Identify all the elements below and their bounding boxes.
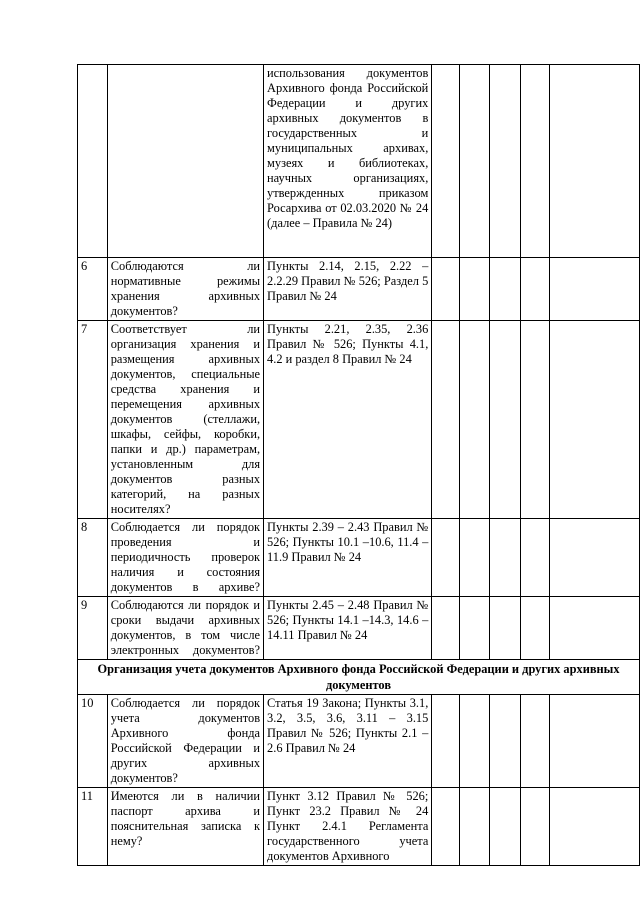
answer-cell — [432, 597, 459, 660]
answer-cell — [490, 788, 520, 866]
answer-cell — [432, 258, 459, 321]
table-row — [78, 65, 640, 258]
answer-cell — [490, 321, 520, 519]
reference-cell: Пункты 2.45 – 2.48 Правил № 526; Пункты 14.1 –14.3, 14.6 – 14.11 Правил № 24 — [264, 597, 432, 660]
reference-cell: Пункт 3.12 Правил № 526; Пункт 23.2 Правил № 24 Пункт 2.4.1 Регламента государственного учета документов Архивного — [264, 788, 432, 866]
answer-cell — [520, 519, 549, 597]
question-cell: Соблюдаются ли нормативные режимы хранения архивных документов? — [107, 258, 263, 321]
question-cell: Соблюдается ли порядок учета документов Архивного фонда Российской Федерации и других архивных документов? — [107, 695, 263, 788]
row-number: 8 — [78, 519, 108, 597]
question-cell: Соответствует ли организация хранения и размещения архивных документов, специальные средства хранения и перемещения архивных документов (стеллажи, шкафы, сейфы, коробки, папки и др.) параметрам, установленным для документов разных категорий, на разных носителях? — [107, 321, 263, 519]
section-heading: Организация учета документов Архивного фонда Российской Федерации и других архивных документов — [78, 660, 640, 695]
answer-cell — [459, 321, 489, 519]
answer-cell — [432, 65, 459, 258]
table-row — [78, 788, 640, 866]
note-cell — [550, 597, 640, 660]
table-row — [78, 321, 640, 519]
answer-cell — [490, 258, 520, 321]
answer-cell — [490, 65, 520, 258]
reference-cell: Пункты 2.21, 2.35, 2.36 Правил № 526; Пункты 4.1, 4.2 и раздел 8 Правил № 24 — [264, 321, 432, 519]
reference-cell: Пункты 2.14, 2.15, 2.22 – 2.2.29 Правил № 526; Раздел 5 Правил № 24 — [264, 258, 432, 321]
question-cell — [107, 65, 263, 258]
row-number: 9 — [78, 597, 108, 660]
answer-cell — [520, 695, 549, 788]
answer-cell — [520, 65, 549, 258]
question-cell: Имеются ли в наличии паспорт архива и пояснительная записка к нему? — [107, 788, 263, 866]
row-number: 10 — [78, 695, 108, 788]
answer-cell — [490, 695, 520, 788]
table-row — [78, 597, 640, 660]
checklist-table — [77, 64, 640, 866]
answer-cell — [520, 258, 549, 321]
answer-cell — [520, 321, 549, 519]
answer-cell — [432, 321, 459, 519]
answer-cell — [520, 597, 549, 660]
section-row — [78, 660, 640, 695]
reference-cell: Статья 19 Закона; Пункты 3.1, 3.2, 3.5, 3.6, 3.11 – 3.15 Правил № 526; Пункты 2.1 –2.6 Правил № 24 — [264, 695, 432, 788]
answer-cell — [432, 788, 459, 866]
note-cell — [550, 321, 640, 519]
answer-cell — [459, 695, 489, 788]
note-cell — [550, 258, 640, 321]
reference-cell: использования документов Архивного фонда Российской Федерации и других архивных документов в государственных и муниципальных архивах, музеях и библиотеках, научных организациях, утвержденных приказом Росархива от 02.03.2020 № 24 (далее – Правила № 24) — [264, 65, 432, 258]
row-number — [78, 65, 108, 258]
answer-cell — [432, 519, 459, 597]
note-cell — [550, 788, 640, 866]
row-number: 11 — [78, 788, 108, 866]
note-cell — [550, 519, 640, 597]
answer-cell — [490, 519, 520, 597]
answer-cell — [432, 695, 459, 788]
reference-cell: Пункты 2.39 – 2.43 Правил № 526; Пункты 10.1 –10.6, 11.4 – 11.9 Правил № 24 — [264, 519, 432, 597]
table-row — [78, 695, 640, 788]
table-row — [78, 258, 640, 321]
row-number: 6 — [78, 258, 108, 321]
answer-cell — [520, 788, 549, 866]
answer-cell — [459, 519, 489, 597]
question-cell: Соблюдается ли порядок проведения и периодичность проверок наличия и состояния документов в архиве? — [107, 519, 263, 597]
answer-cell — [459, 597, 489, 660]
row-number: 7 — [78, 321, 108, 519]
table-row — [78, 519, 640, 597]
question-cell: Соблюдаются ли порядок и сроки выдачи архивных документов, в том числе электронных документов? — [107, 597, 263, 660]
answer-cell — [459, 258, 489, 321]
note-cell — [550, 695, 640, 788]
answer-cell — [459, 788, 489, 866]
answer-cell — [490, 597, 520, 660]
answer-cell — [459, 65, 489, 258]
note-cell — [550, 65, 640, 258]
